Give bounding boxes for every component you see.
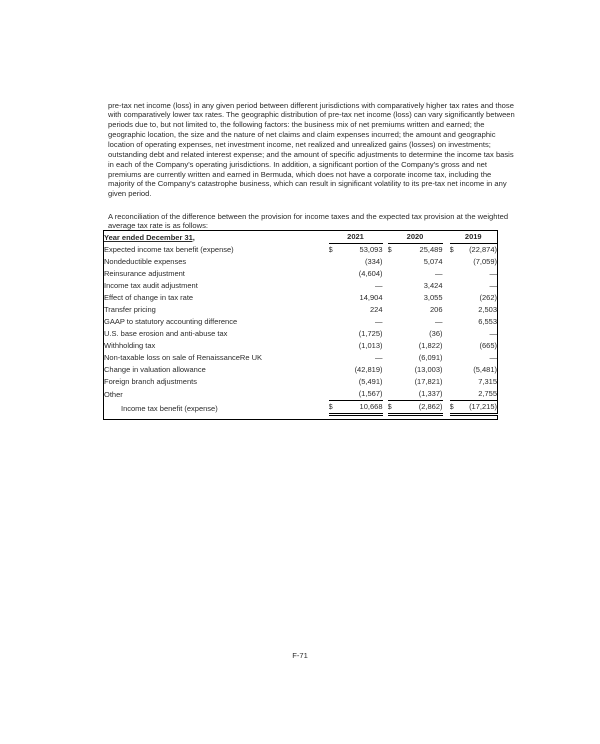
value-cell: 2,503: [478, 305, 497, 314]
value-cell: 14,904: [359, 293, 383, 302]
table-padding-row: [104, 415, 498, 420]
row-label: GAAP to statutory accounting difference: [104, 317, 238, 326]
value-cell: (1,567): [358, 389, 383, 398]
column-spacer: [443, 364, 450, 376]
row-label: Reinsurance adjustment: [104, 269, 185, 278]
table-row: [104, 376, 498, 388]
value-cell: (334): [364, 257, 383, 266]
currency-symbol-cell: $: [388, 401, 402, 415]
currency-symbol-cell: [388, 352, 402, 364]
value-cell: —: [435, 317, 443, 326]
year-column-header-2020: 2020: [388, 231, 443, 244]
column-spacer: [443, 328, 450, 340]
value-cell: 3,055: [423, 293, 443, 302]
table-row: [104, 352, 498, 364]
currency-symbol-cell: [329, 364, 343, 376]
body-paragraph-tax-discussion: pre-tax net income (loss) in any given period between different jurisdictions with comparatively higher tax rates and those with comparatively lower tax rates. The geographic distribution of pre-tax net income (loss) can vary significantly between periods due to, but not limited to, the following factors: the business mix of net premiums written and earned; the geographic location, the size and the nature of net claims and claim expenses incurred; the amount and geographic location of operating expenses, net investment income, net realized and unrealized gains (losses) on investments; outstanding debt and related interest expense; and the amount of specific adjustments to determine the income tax basis in each of the Company's operating jurisdictions. In addition, a significant portion of the Company's gross and net premiums are currently written and earned in Bermuda, which does not have a corporate income tax, including the majority of the Company's catastrophe business, which can result in significant volatility to its pre-tax net income in any given period.: [108, 100, 515, 199]
value-cell: (13,003): [414, 365, 443, 374]
year-column-header-2019: 2019: [450, 231, 498, 244]
currency-symbol-cell: [388, 328, 402, 340]
value-cell: (36): [429, 329, 443, 338]
value-cell: (17,821): [414, 377, 443, 386]
value-cell: 206: [429, 305, 443, 314]
value-cell: (2,862): [402, 401, 443, 415]
value-cell: 224: [369, 305, 383, 314]
currency-symbol-cell: [450, 352, 464, 364]
value-cell: —: [375, 353, 383, 362]
currency-symbol-cell: [329, 316, 343, 328]
row-label: Change in valuation allowance: [104, 365, 206, 374]
table-header-row: [104, 231, 498, 244]
value-cell: —: [375, 281, 383, 290]
column-spacer: [443, 376, 450, 388]
row-label: Other: [104, 389, 123, 399]
value-cell: (17,215): [464, 401, 498, 415]
currency-symbol-cell: [388, 376, 402, 388]
currency-symbol-cell: [329, 388, 343, 401]
currency-symbol-cell: [450, 280, 464, 292]
column-spacer: [443, 244, 450, 257]
currency-symbol-cell: [450, 364, 464, 376]
page-number: F-71: [292, 651, 308, 660]
table-row: [104, 256, 498, 268]
currency-symbol-cell: [388, 256, 402, 268]
row-label: U.S. base erosion and anti-abuse tax: [104, 329, 228, 338]
currency-symbol-cell: $: [449, 245, 454, 254]
income-tax-reconciliation-table: [103, 230, 498, 420]
column-spacer: [443, 352, 450, 364]
currency-symbol-cell: $: [387, 245, 392, 254]
row-label: Non-taxable loss on sale of RenaissanceRe UK: [104, 353, 263, 362]
currency-symbol-cell: [450, 268, 464, 280]
currency-symbol-cell: [388, 364, 402, 376]
table-row: [104, 328, 498, 340]
currency-symbol-cell: [329, 268, 343, 280]
column-spacer: [443, 304, 450, 316]
value-cell: —: [375, 317, 383, 326]
currency-symbol-cell: [450, 316, 464, 328]
row-label: Income tax benefit (expense): [121, 403, 218, 413]
table-row: [104, 388, 498, 401]
row-label: Income tax audit adjustment: [104, 281, 198, 290]
currency-symbol-cell: [450, 388, 464, 401]
currency-symbol-cell: [329, 328, 343, 340]
row-label: Nondeductible expenses: [104, 257, 187, 266]
value-cell: (22,874): [469, 245, 497, 254]
currency-symbol-cell: [329, 280, 343, 292]
currency-symbol-cell: [450, 328, 464, 340]
column-spacer: [443, 280, 450, 292]
value-cell: (4,604): [358, 269, 383, 278]
value-cell: 7,315: [478, 377, 497, 386]
value-cell: (1,725): [358, 329, 383, 338]
column-spacer: [443, 340, 450, 352]
value-cell: 5,074: [423, 257, 443, 266]
value-cell: (5,481): [473, 365, 497, 374]
table-row: [104, 292, 498, 304]
table-row: [104, 280, 498, 292]
value-cell: 25,489: [419, 245, 443, 254]
currency-symbol-cell: $: [329, 401, 343, 415]
table-row: [104, 364, 498, 376]
currency-symbol-cell: [329, 256, 343, 268]
currency-symbol-cell: [450, 376, 464, 388]
currency-symbol-cell: [388, 280, 402, 292]
value-cell: —: [489, 269, 497, 278]
value-cell: 6,553: [478, 317, 497, 326]
table-row: [104, 316, 498, 328]
value-cell: (1,822): [418, 341, 443, 350]
currency-symbol-cell: [388, 316, 402, 328]
currency-symbol-cell: [450, 340, 464, 352]
value-cell: —: [489, 353, 497, 362]
column-spacer: [443, 231, 450, 244]
currency-symbol-cell: [388, 268, 402, 280]
value-cell: (5,491): [358, 377, 383, 386]
row-label: Effect of change in tax rate: [104, 293, 194, 302]
row-label: Expected income tax benefit (expense): [104, 245, 234, 254]
column-spacer: [443, 388, 450, 401]
body-paragraph-reconciliation-intro: A reconciliation of the difference between the provision for income taxes and the expected tax provision at the weighted average tax rate is as follows:: [108, 211, 509, 231]
value-cell: (42,819): [354, 365, 383, 374]
currency-symbol-cell: [329, 376, 343, 388]
currency-symbol-cell: [388, 292, 402, 304]
column-spacer: [443, 268, 450, 280]
value-cell: (1,337): [418, 389, 443, 398]
value-cell: 3,424: [423, 281, 443, 290]
row-label: Withholding tax: [104, 341, 156, 350]
year-column-header-2021: 2021: [329, 231, 383, 244]
column-spacer: [443, 292, 450, 304]
value-cell: —: [489, 329, 497, 338]
column-spacer: [443, 316, 450, 328]
row-label: Transfer pricing: [104, 305, 156, 314]
currency-symbol-cell: [388, 340, 402, 352]
value-cell: —: [435, 269, 443, 278]
currency-symbol-cell: [329, 352, 343, 364]
column-spacer: [443, 256, 450, 268]
value-cell: (262): [479, 293, 497, 302]
value-cell: 2,755: [478, 389, 497, 398]
currency-symbol-cell: [450, 292, 464, 304]
table-row: [104, 268, 498, 280]
table-total-row: [104, 401, 498, 415]
currency-symbol-cell: [450, 256, 464, 268]
currency-symbol-cell: [388, 304, 402, 316]
currency-symbol-cell: [329, 304, 343, 316]
currency-symbol-cell: $: [328, 245, 333, 254]
row-label: Foreign branch adjustments: [104, 377, 197, 386]
currency-symbol-cell: $: [450, 401, 464, 415]
value-cell: (7,059): [473, 257, 497, 266]
value-cell: (6,091): [418, 353, 443, 362]
value-cell: —: [489, 281, 497, 290]
table-row: [104, 340, 498, 352]
value-cell: (1,013): [358, 341, 383, 350]
value-cell: 53,093: [359, 245, 383, 254]
column-spacer: [443, 401, 450, 415]
currency-symbol-cell: [388, 388, 402, 401]
table-header-label: Year ended December 31,: [104, 232, 195, 242]
currency-symbol-cell: [329, 292, 343, 304]
table-row: [104, 244, 498, 257]
currency-symbol-cell: [450, 304, 464, 316]
value-cell: (665): [479, 341, 497, 350]
currency-symbol-cell: [329, 340, 343, 352]
table-row: [104, 304, 498, 316]
value-cell: 10,668: [343, 401, 383, 415]
padding-cell: [104, 415, 498, 420]
